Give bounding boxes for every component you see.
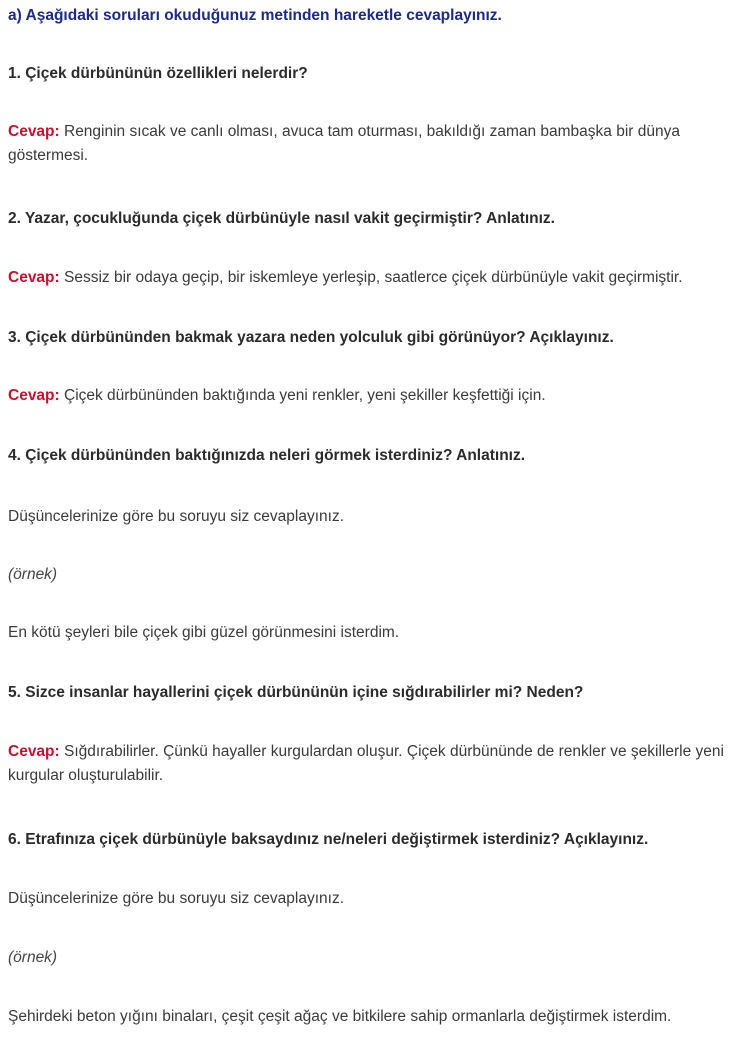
answer-2 (8, 266, 729, 290)
answer-5 (8, 740, 729, 788)
question-1: 1. Çiçek dürbününün özellikleri nelerdir? (8, 65, 308, 82)
answer-3 (8, 384, 729, 408)
answer-3-text: Çiçek dürbününden baktığında yeni renkler, yeni şekiller keşfettiği için. (59, 387, 546, 404)
answer-label: Cevap: (8, 743, 60, 760)
answer-2-text: Sessiz bir odaya geçip, bir iskemleye yerleşip, saatlerce çiçek dürbünüyle vakit geçirmiştir. (59, 269, 683, 286)
question-4-note: Düşüncelerinize göre bu soruyu siz cevaplayınız. (8, 508, 345, 525)
answer-1 (8, 120, 729, 168)
question-4-example-label: (örnek) (8, 566, 58, 583)
answer-label: Cevap: (8, 269, 60, 286)
answer-1-text: Renginin sıcak ve canlı olması, avuca tam oturması, bakıldığı zaman bambaşka bir dünya göstermesi. (8, 123, 680, 164)
question-6-example-label: (örnek) (8, 949, 58, 966)
page-heading: a) Aşağıdaki soruları okuduğunuz metinden hareketle cevaplayınız. (8, 7, 502, 24)
question-3: 3. Çiçek dürbününden bakmak yazara neden yolculuk gibi görünüyor? Açıklayınız. (8, 329, 614, 346)
answer-label: Cevap: (8, 387, 60, 404)
answer-label: Cevap: (8, 123, 60, 140)
question-5: 5. Sizce insanlar hayallerini çiçek dürbününün içine sığdırabilirler mi? Neden? (8, 684, 584, 701)
question-4: 4. Çiçek dürbününden baktığınızda neleri görmek isterdiniz? Anlatınız. (8, 447, 526, 464)
question-6-example: Şehirdeki beton yığını binaları, çeşit çeşit ağaç ve bitkilere sahip ormanlarla değiştirmek isterdim. (8, 1008, 672, 1025)
question-6-note: Düşüncelerinize göre bu soruyu siz cevaplayınız. (8, 890, 345, 907)
question-2: 2. Yazar, çocukluğunda çiçek dürbünüyle nasıl vakit geçirmiştir? Anlatınız. (8, 210, 555, 227)
question-6: 6. Etrafınıza çiçek dürbünüyle baksaydınız ne/neleri değiştirmek isterdiniz? Açıklayınız. (8, 831, 649, 848)
question-4-example: En kötü şeyleri bile çiçek gibi güzel görünmesini isterdim. (8, 624, 400, 641)
answer-5-text: Sığdırabilirler. Çünkü hayaller kurgulardan oluşur. Çiçek dürbününde de renkler ve şekillerle yeni kurgular oluşturulabilir. (8, 743, 724, 784)
